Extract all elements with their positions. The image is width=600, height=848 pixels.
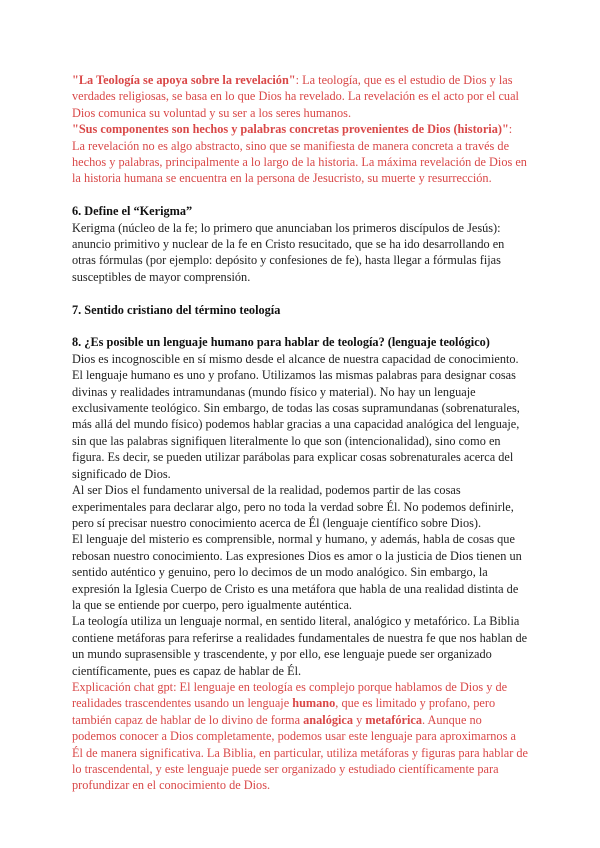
- section-8-heading: 8. ¿Es posible un lenguaje humano para hablar de teología? (lenguaje teológico): [72, 335, 490, 350]
- explanation-part-2: , que es limitado y profano, pero también capaz de hablar de lo divino de forma: [72, 696, 496, 727]
- section-8-paragraph-4: La teología utiliza un lenguaje normal, en sentido literal, analógico y metafórico. La Biblia contiene metáforas para referirse a realidades fundamentales de nuestra fe que nos hablan de un mundo suprasensible y trascendente, y por ello, ese lenguaje puede ser organizado científicamente, pues es capaz de hablar de Él.: [72, 614, 528, 678]
- section-8-paragraph-3: El lenguaje del misterio es comprensible, normal y humano, y además, habla de cosas que rebosan nuestro conocimiento. Las expresiones Dios es amor o la justicia de Dios tienen un sentido auténtico y genuino, pero lo decimos de un modo analógico. Sin embargo, la expresión la Iglesia Cuerpo de Cristo es una metáfora que habla de una realidad distinta de la que se entiende por cuerpo, pero igualmente auténtica.: [72, 532, 522, 612]
- revelation-text: : La teología, que es el estudio de Dios y las verdades religiosas, se basa en lo que Dios ha revelado. La revelación es el acto por el cual Dios comunica su voluntad y su ser a los seres humanos.: [72, 73, 519, 120]
- section-6-text: Kerigma (núcleo de la fe; lo primero que anunciaban los primeros discípulos de Jesús): anuncio primitivo y nuclear de la fe en Cristo resucitado, que se ha ido desarrollando en otras fórmulas (por ejemplo: depósito y confesiones de fe), hasta llegar a fórmulas fijas susceptibles de mayor comprensión.: [72, 220, 505, 284]
- explanation-part-4: . Aunque no podemos conocer a Dios completamente, podemos usar este lenguaje para aproximarnos a Él de manera significativa. La Biblia, en particular, utiliza metáforas y figuras para hablar de lo trascendental, y este lenguaje puede ser organizado y estudiado científicamente para profundizar en el conocimiento de Dios.: [72, 712, 529, 793]
- explanation-bold-humano: humano: [292, 696, 336, 711]
- components-paragraph: [72, 121, 528, 187]
- explanation-bold-metaforica: metafórica: [365, 712, 422, 727]
- components-title: "Sus componentes son hechos y palabras concretas provenientes de Dios (historia)": [72, 122, 509, 137]
- chatgpt-explanation: [72, 679, 528, 794]
- section-6-heading: 6. Define el “Kerigma”: [72, 204, 193, 219]
- explanation-part-1: Explicación chat gpt: El lenguaje en teología es complejo porque hablamos de Dios y de realidades trascendentes usando un lenguaje: [72, 679, 508, 711]
- explanation-part-3: y: [353, 712, 366, 727]
- section-8-paragraph-1: Dios es incognoscible en sí mismo desde el alcance de nuestra capacidad de conocimiento. El lenguaje humano es uno y profano. Utilizamos las mismas palabras para designar cosas divinas y realidades intramundanas (mundo físico y material). No hay un lenguaje exclusivamente teológico. Sin embargo, de todas las cosas supramundanas (sobrenaturales, más allá del mundo físico) podemos hablar gracias a una capacidad analógica del lenguaje, sin que las palabras signifiquen literalmente lo que son (intencionalidad), sino como en figura. Es decir, se pueden utilizar parábolas para explicar cosas sobrenaturales acerca del significado de Dios.: [72, 351, 520, 481]
- spacer: [72, 187, 528, 203]
- section-8-paragraph-2: Al ser Dios el fundamento universal de la realidad, podemos partir de las cosas experimentales para declarar algo, pero no toda la verdad sobre Él. No podemos definirle, pero sí precisar nuestro conocimiento acerca de Él (lenguaje científico sobre Dios).: [72, 483, 514, 530]
- spacer: [72, 285, 528, 301]
- components-text: : La revelación no es algo abstracto, sino que se manifiesta de manera concreta a través de hechos y palabras, principalmente a lo largo de la historia. La máxima revelación de Dios en la historia humana se encuentra en la persona de Jesucristo, su muerte y resurrección.: [72, 122, 527, 186]
- section-7-heading: 7. Sentido cristiano del término teología: [72, 302, 281, 317]
- revelation-title: "La Teología se apoya sobre la revelación": [72, 73, 296, 87]
- explanation-bold-analogica: analógica: [303, 712, 354, 727]
- document-body: [72, 72, 528, 794]
- revelation-paragraph: [72, 72, 528, 121]
- spacer: [72, 318, 528, 334]
